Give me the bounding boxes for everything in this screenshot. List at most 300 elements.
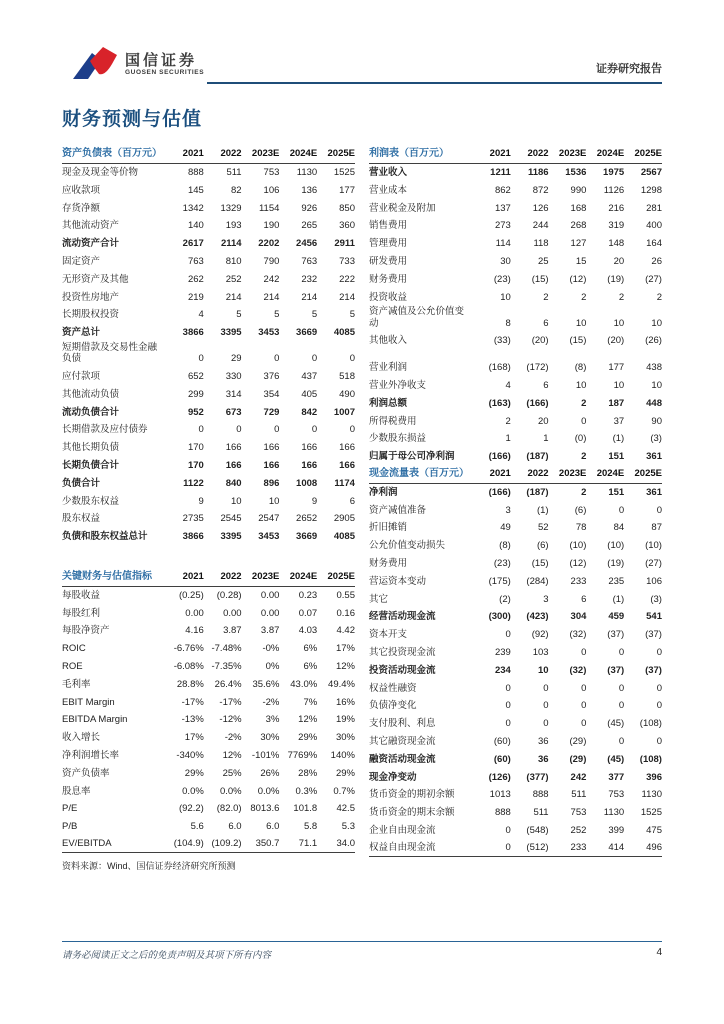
cell-value: 222 <box>339 273 355 285</box>
cell-value: -340% <box>176 750 204 761</box>
cell-value: 106 <box>646 575 662 587</box>
cell-value: 354 <box>263 388 280 400</box>
cell-value: 7% <box>303 696 318 708</box>
cell-value: (19) <box>607 558 625 570</box>
cell-value: 0 <box>505 718 511 730</box>
cell-value: 1154 <box>258 202 280 214</box>
cell-value: 10 <box>500 291 511 303</box>
cell-value: 5 <box>349 309 355 321</box>
table-row <box>369 555 662 573</box>
row-label: 收入增长 <box>62 732 101 744</box>
cell-value: 400 <box>646 220 662 232</box>
table-row <box>62 271 355 289</box>
table-row <box>62 818 355 836</box>
row-label: 货币资金的期末余额 <box>369 807 455 819</box>
cell-value: 177 <box>339 184 355 196</box>
table-row <box>62 729 355 747</box>
table-row <box>62 235 355 253</box>
cell-value: (10) <box>645 540 662 552</box>
table-row <box>62 217 355 235</box>
cell-value: 0 <box>505 682 511 694</box>
row-label: 流动负债合计 <box>62 406 120 418</box>
cell-value: (377) <box>526 771 549 783</box>
cell-value: 872 <box>532 184 549 196</box>
table-row <box>369 235 662 253</box>
cell-value: 3 <box>543 593 549 605</box>
cell-value: 361 <box>646 451 662 463</box>
cell-value: (1) <box>536 504 549 516</box>
cell-value: 2114 <box>220 238 242 250</box>
cell-value: 0 <box>618 504 625 516</box>
cell-value: 496 <box>646 841 662 853</box>
cell-value: (29) <box>569 753 587 765</box>
row-label: 股息率 <box>62 785 91 797</box>
table-row <box>369 359 662 377</box>
cell-value: 10 <box>613 317 625 329</box>
cell-value: (166) <box>488 451 511 463</box>
cell-value: 0 <box>198 353 204 365</box>
table-row <box>62 342 355 368</box>
cell-value: 2735 <box>182 513 204 525</box>
cell-value: 30 <box>500 256 511 268</box>
table-row <box>369 573 662 591</box>
cell-value: 101.8 <box>293 803 318 815</box>
cell-value: 0 <box>311 424 318 436</box>
cell-value: 541 <box>646 611 662 623</box>
cell-value: (3) <box>650 433 662 445</box>
cell-value: 733 <box>339 256 355 268</box>
cell-value: 262 <box>187 273 204 285</box>
cell-value: 0.0% <box>219 785 242 797</box>
table-title: 关键财务与估值指标 <box>62 571 152 583</box>
cell-value: 4.16 <box>185 625 204 637</box>
cell-value: 304 <box>570 611 587 623</box>
table-row <box>369 164 662 182</box>
row-label: 固定资产 <box>62 256 101 268</box>
cell-value: (20) <box>531 335 549 347</box>
cell-value: 3669 <box>296 327 318 339</box>
cell-value: 190 <box>263 220 280 232</box>
cell-value: (29) <box>569 736 587 747</box>
cell-value: (300) <box>488 611 511 623</box>
cell-value: 5 <box>236 309 242 321</box>
cell-value: 896 <box>263 477 280 489</box>
cell-value: 30% <box>335 732 355 744</box>
cell-value: 36 <box>538 753 549 765</box>
cell-value: 8 <box>505 317 511 329</box>
cell-value: 840 <box>225 477 242 489</box>
row-label: 毛利率 <box>62 678 91 690</box>
cell-value: 8013.6 <box>250 803 280 815</box>
cell-value: (82.0) <box>216 803 242 815</box>
brand-name-cn: 国信证券 <box>125 51 198 69</box>
row-label: 资产减值准备 <box>369 504 427 516</box>
cell-value: 0 <box>581 700 587 712</box>
cell-value: 753 <box>570 807 587 819</box>
cell-value: -13% <box>181 714 204 726</box>
cell-value: 6 <box>543 380 549 392</box>
cell-value: 170 <box>187 460 204 472</box>
cell-value: 10 <box>651 380 662 392</box>
cell-value: 166 <box>339 442 355 454</box>
table-row <box>62 492 355 510</box>
cell-value: 0 <box>618 682 625 694</box>
cell-value: 26% <box>260 767 280 779</box>
cell-value: 5.6 <box>190 821 204 833</box>
guosen-logo-icon <box>72 46 118 82</box>
table-row <box>62 386 355 404</box>
cell-value: 3.87 <box>260 625 280 637</box>
cell-value: 1174 <box>334 477 355 489</box>
table-row <box>62 288 355 306</box>
row-label: 净利润增长率 <box>62 750 120 761</box>
cell-value: 448 <box>646 397 662 409</box>
cell-value: 1298 <box>640 184 662 196</box>
cell-value: 0 <box>505 629 511 641</box>
row-label: 投资活动现金流 <box>369 664 436 676</box>
cell-value: 36 <box>538 736 549 747</box>
cell-value: 2 <box>581 291 587 303</box>
table-row <box>62 324 355 342</box>
table-row <box>62 368 355 386</box>
cell-value: 0 <box>349 424 355 436</box>
cell-value: 414 <box>608 841 625 853</box>
cell-value: 3866 <box>182 531 204 543</box>
cell-value: 729 <box>263 406 280 418</box>
cell-value: 2 <box>581 397 587 409</box>
cell-value: 888 <box>532 789 549 801</box>
table-row <box>62 676 355 694</box>
row-label: 其他长期负债 <box>62 442 120 454</box>
row-label: 财务费用 <box>369 558 408 570</box>
cell-value: 232 <box>301 273 318 285</box>
cell-value: 10 <box>651 317 662 329</box>
table-row <box>62 836 355 854</box>
row-label: 负债净变化 <box>369 700 417 712</box>
cell-value: (37) <box>645 629 662 641</box>
cell-value: 168 <box>570 202 587 214</box>
table-row <box>369 768 662 786</box>
cell-value: 1122 <box>183 477 204 489</box>
cell-value: 214 <box>339 291 355 303</box>
cell-value: 30% <box>260 732 280 744</box>
row-label: 其他收入 <box>369 335 408 347</box>
cell-value: (10) <box>569 540 587 552</box>
cell-value: 2 <box>581 451 587 463</box>
cell-value: 166 <box>225 460 242 472</box>
cell-value: 1 <box>543 433 549 445</box>
cell-value: 0 <box>543 700 549 712</box>
table-row <box>62 421 355 439</box>
column-header: 2025E <box>327 571 355 583</box>
cell-value: 0.00 <box>260 589 280 601</box>
cell-value: 4085 <box>333 327 355 339</box>
column-header: 2025E <box>634 148 662 160</box>
cell-value: 350.7 <box>255 837 280 849</box>
source-note: 资料来源：Wind、国信证券经济研究所预测 <box>62 861 236 872</box>
cell-value: 763 <box>187 256 204 268</box>
cell-value: 10 <box>268 495 280 507</box>
cell-value: (92.2) <box>178 803 204 815</box>
cell-value: 281 <box>646 202 662 214</box>
cell-value: 810 <box>225 256 242 268</box>
cell-value: 15 <box>575 256 587 268</box>
cell-value: 2567 <box>640 167 662 179</box>
cell-value: 360 <box>339 220 355 232</box>
cell-value: (108) <box>639 718 662 730</box>
cell-value: 2456 <box>296 238 318 250</box>
cell-value: 114 <box>495 238 511 250</box>
cell-value: 43.0% <box>290 678 318 690</box>
column-header: 2021 <box>489 468 511 480</box>
cell-value: 265 <box>301 220 318 232</box>
cell-value: 0.00 <box>260 607 280 619</box>
cell-value: 0 <box>656 736 662 747</box>
cell-value: (423) <box>526 611 549 623</box>
row-label: 应付款项 <box>62 371 101 383</box>
column-header: 2022 <box>527 148 549 160</box>
page-number: 4 <box>656 947 662 958</box>
cell-value: 1130 <box>296 167 318 179</box>
cell-value: 4085 <box>333 531 355 543</box>
cell-value: 148 <box>608 238 625 250</box>
table-title: 利润表（百万元） <box>369 148 449 160</box>
cell-value: 490 <box>339 388 355 400</box>
cell-value: 35.6% <box>252 678 280 690</box>
cell-value: 1975 <box>603 167 625 179</box>
column-header: 2021 <box>489 148 511 160</box>
row-label: EV/EBITDA <box>62 837 112 849</box>
cell-value: 5 <box>311 309 318 321</box>
cell-value: 42.5 <box>336 803 355 815</box>
cell-value: 1007 <box>333 406 355 418</box>
cell-value: 0 <box>656 504 662 516</box>
table-row <box>62 747 355 765</box>
cell-value: (172) <box>526 362 549 374</box>
table-header-row <box>62 569 355 587</box>
cell-value: 0 <box>505 841 511 853</box>
cell-value: 239 <box>494 647 511 659</box>
row-label: 营业成本 <box>369 184 408 196</box>
table-row <box>369 448 662 466</box>
table-row <box>369 626 662 644</box>
row-label: 资产减值及公允价值变动 <box>369 306 465 329</box>
cell-value: 126 <box>532 202 549 214</box>
table-row <box>369 715 662 733</box>
row-label: 存货净额 <box>62 202 101 214</box>
table-row <box>62 587 355 605</box>
cell-value: (6) <box>574 504 587 516</box>
cell-value: 166 <box>263 442 280 454</box>
cell-value: (32) <box>569 629 587 641</box>
cell-value: 0 <box>618 647 625 659</box>
disclaimer-text: 请务必阅读正文之后的免责声明及其项下所有内容 <box>62 950 272 961</box>
cell-value: 49.4% <box>328 678 355 690</box>
cell-value: 862 <box>494 184 511 196</box>
cell-value: 2 <box>656 291 662 303</box>
table-row <box>369 786 662 804</box>
row-label: 权益自由现金流 <box>369 841 436 853</box>
row-label: ROE <box>62 661 83 673</box>
table-row <box>369 253 662 271</box>
cell-value: 0 <box>581 647 587 659</box>
cell-value: 233 <box>570 575 587 587</box>
cell-value: 2 <box>543 291 549 303</box>
table-row <box>62 604 355 622</box>
row-label: 长期借款及应付债券 <box>62 424 148 436</box>
table-row <box>62 475 355 493</box>
cell-value: 140% <box>330 750 355 761</box>
cell-value: 166 <box>301 460 318 472</box>
cell-value: 518 <box>339 371 355 383</box>
row-label: 资产总计 <box>62 327 101 339</box>
cell-value: 5.8 <box>303 821 318 833</box>
cell-value: 1 <box>505 433 511 445</box>
cell-value: 136 <box>301 184 318 196</box>
cell-value: 0.16 <box>336 607 355 619</box>
row-label: 归属于母公司净利润 <box>369 451 455 463</box>
brand-logo <box>72 46 204 82</box>
table-row <box>369 484 662 502</box>
cell-value: 82 <box>231 184 242 196</box>
page-title: 财务预测与估值 <box>62 109 203 130</box>
table-row <box>62 622 355 640</box>
table-row <box>369 271 662 289</box>
cell-value: 1536 <box>565 167 587 179</box>
cell-value: 2547 <box>258 513 280 525</box>
cell-value: 2617 <box>182 238 204 250</box>
column-header: 2022 <box>220 571 242 583</box>
cell-value: 299 <box>187 388 204 400</box>
cell-value: (10) <box>607 540 625 552</box>
table-row <box>62 782 355 800</box>
cell-value: 511 <box>226 167 242 179</box>
row-label: 研发费用 <box>369 256 408 268</box>
cell-value: 166 <box>263 460 280 472</box>
cell-value: (12) <box>569 273 587 285</box>
cell-value: (37) <box>645 664 662 676</box>
cell-value: 1525 <box>640 807 662 819</box>
row-label: 营业利润 <box>369 362 408 374</box>
row-label: 所得税费用 <box>369 415 417 427</box>
cell-value: 6.0 <box>228 821 242 833</box>
cell-value: 20 <box>538 415 549 427</box>
cell-value: 25 <box>538 256 549 268</box>
cell-value: 214 <box>301 291 318 303</box>
cell-value: 0 <box>656 682 662 694</box>
cell-value: 0% <box>265 661 280 673</box>
cell-value: 314 <box>225 388 242 400</box>
cell-value: 71.1 <box>298 837 318 849</box>
cell-value: 1008 <box>296 477 318 489</box>
cell-value: 361 <box>646 486 662 498</box>
row-label: 其它投资现金流 <box>369 647 436 659</box>
row-label: 支付股利、利息 <box>369 718 436 730</box>
cell-value: 29% <box>335 767 355 779</box>
cell-value: 6% <box>303 643 318 655</box>
cell-value: 6 <box>581 593 587 605</box>
cell-value: (23) <box>493 558 511 570</box>
table-row <box>62 253 355 271</box>
cell-value: (60) <box>493 736 511 747</box>
cell-value: 0 <box>505 700 511 712</box>
cell-value: 214 <box>263 291 280 303</box>
cell-value: 0 <box>581 718 587 730</box>
cell-value: 0.0% <box>182 785 204 797</box>
cell-value: (6) <box>536 540 549 552</box>
table-header-row <box>369 466 662 484</box>
cell-value: 3453 <box>258 327 280 339</box>
cell-value: 3% <box>265 714 280 726</box>
cell-value: 19% <box>335 714 355 726</box>
row-label: 短期借款及交易性金融负债 <box>62 341 158 365</box>
cell-value: (548) <box>526 824 549 836</box>
cell-value: 127 <box>570 238 587 250</box>
table-row <box>369 430 662 448</box>
table-row <box>62 164 355 182</box>
cell-value: 850 <box>339 202 355 214</box>
cell-value: 0 <box>618 700 625 712</box>
table-header-row <box>369 146 662 164</box>
table-row <box>369 412 662 430</box>
row-label: P/B <box>62 821 78 833</box>
cell-value: 193 <box>225 220 242 232</box>
cell-value: (8) <box>574 362 587 374</box>
brand-text <box>125 52 204 77</box>
cell-value: 20 <box>613 256 625 268</box>
cell-value: 1329 <box>220 202 242 214</box>
cell-value: (0) <box>574 433 587 445</box>
table-row <box>62 711 355 729</box>
cell-value: 3395 <box>220 327 242 339</box>
column-header: 2022 <box>220 148 242 160</box>
row-label: 现金及现金等价物 <box>62 167 139 179</box>
row-label: 营业收入 <box>369 167 408 179</box>
row-label: 企业自由现金流 <box>369 824 436 836</box>
cell-value: 268 <box>570 220 587 232</box>
brand-name-en: GUOSEN SECURITIES <box>125 68 205 76</box>
row-label: 融资活动现金流 <box>369 753 436 765</box>
table-row <box>369 182 662 200</box>
cell-value: 0 <box>543 718 549 730</box>
tables-area <box>62 146 662 872</box>
cell-value: 0 <box>543 682 549 694</box>
row-label: 经营活动现金流 <box>369 611 436 623</box>
table-row <box>369 537 662 555</box>
cell-value: 926 <box>301 202 318 214</box>
cell-value: 233 <box>570 841 587 853</box>
row-label: 资产负债率 <box>62 767 110 779</box>
cell-value: 6 <box>349 495 355 507</box>
cell-value: -7.35% <box>211 661 242 673</box>
cell-value: 28.8% <box>176 678 204 690</box>
cell-value: 438 <box>646 362 662 374</box>
row-label: 财务费用 <box>369 273 408 285</box>
cell-value: 2911 <box>334 238 355 250</box>
cell-value: 4.03 <box>298 625 318 637</box>
cell-value: 166 <box>339 460 355 472</box>
cell-value: (45) <box>607 753 625 765</box>
table-row <box>369 519 662 537</box>
row-label: 应收款项 <box>62 184 101 196</box>
cell-value: 0 <box>349 353 355 365</box>
cell-value: 52 <box>538 522 549 534</box>
column-header: 2021 <box>182 571 204 583</box>
cell-value: 6% <box>303 661 318 673</box>
cell-value: 0.0% <box>257 785 280 797</box>
cell-value: 28% <box>298 767 318 779</box>
cell-value: 5.3 <box>341 821 355 833</box>
